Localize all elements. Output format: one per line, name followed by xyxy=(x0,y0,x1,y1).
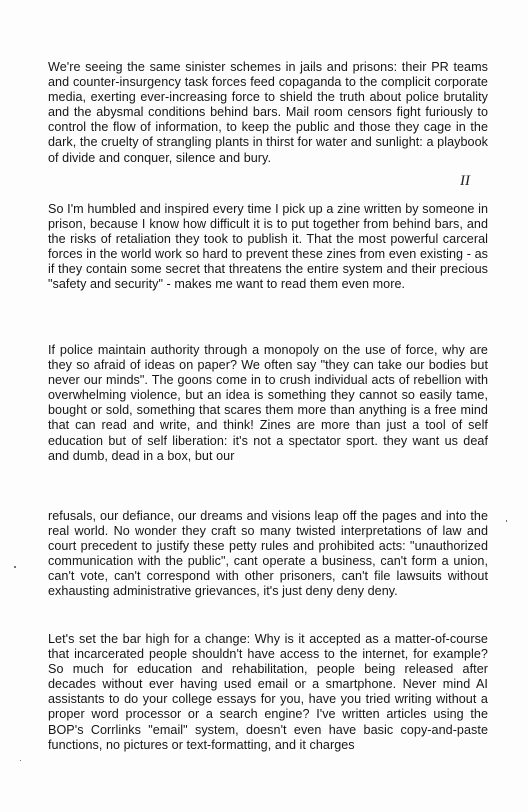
scan-speck xyxy=(20,760,21,761)
paragraph-set-the-bar: Let's set the bar high for a change: Why is it accepted as a matter-of-course that incarcerated people shouldn't have access to the internet, for example? So much for education and rehabilitation, people being released after decades without ever having used email or a smartphone. Never mind AI assistants to do your college essays for you, have you tried writing without a proper word processor or a search engine? I've written articles using the BOP's Corrlinks "email" system, doesn't even have basic copy-and-paste functions, no pictures or text-formatting, and it charges xyxy=(48,632,488,752)
paragraph-humbled: So I'm humbled and inspired every time I pick up a zine written by someone in prison, because I know how difficult it is to put together from behind bars, and the risks of retaliation they took to publish it. That the most powerful carceral forces in the world work so hard to prevent these zines from even existing - as if they contain some secret that threatens the entire system and their precious "safety and security" - makes me want to read them even more. xyxy=(48,202,488,292)
scan-speck xyxy=(14,566,16,568)
paragraph-refusals: refusals, our defiance, our dreams and visions leap off the pages and into the real world. No wonder they craft so many twisted interpretations of law and court precedent to justify these petty rules and prohibited acts: "unauthorized communication with the public", cant operate a business, can't form a union, can't vote, can't correspond with other prisoners, can't file lawsuits without exhausting administrative grievances, it's just deny deny deny. xyxy=(48,509,488,599)
scan-speck xyxy=(506,520,507,522)
handwritten-quote-mark: II xyxy=(460,173,470,189)
paragraph-ideas-on-paper: If police maintain authority through a monopoly on the use of force, why are they so afraid of ideas on paper? We often say "they can take our bodies but never our minds". The goons come in to crush individual acts of rebellion with overwhelming violence, but an idea is something they cannot so easily tame, bought or sold, something that scares them more than anything is a free mind that can read and write, and think! Zines are more than just a tool of self education but of self liberation: it's not a spectator sport. they want us deaf and dumb, dead in a box, but our xyxy=(48,343,488,463)
paragraph-copaganda: We're seeing the same sinister schemes in jails and prisons: their PR teams and counter-insurgency task forces feed copaganda to the complicit corporate media, exerting ever-increasing force to shield the truth about police brutality and the abysmal conditions behind bars. Mail room censors fight furiously to control the flow of information, to keep the public and those they cage in the dark, the cruelty of strangling plants in thirst for water and sunlight: a playbook of divide and conquer, silence and bury. xyxy=(48,60,488,165)
